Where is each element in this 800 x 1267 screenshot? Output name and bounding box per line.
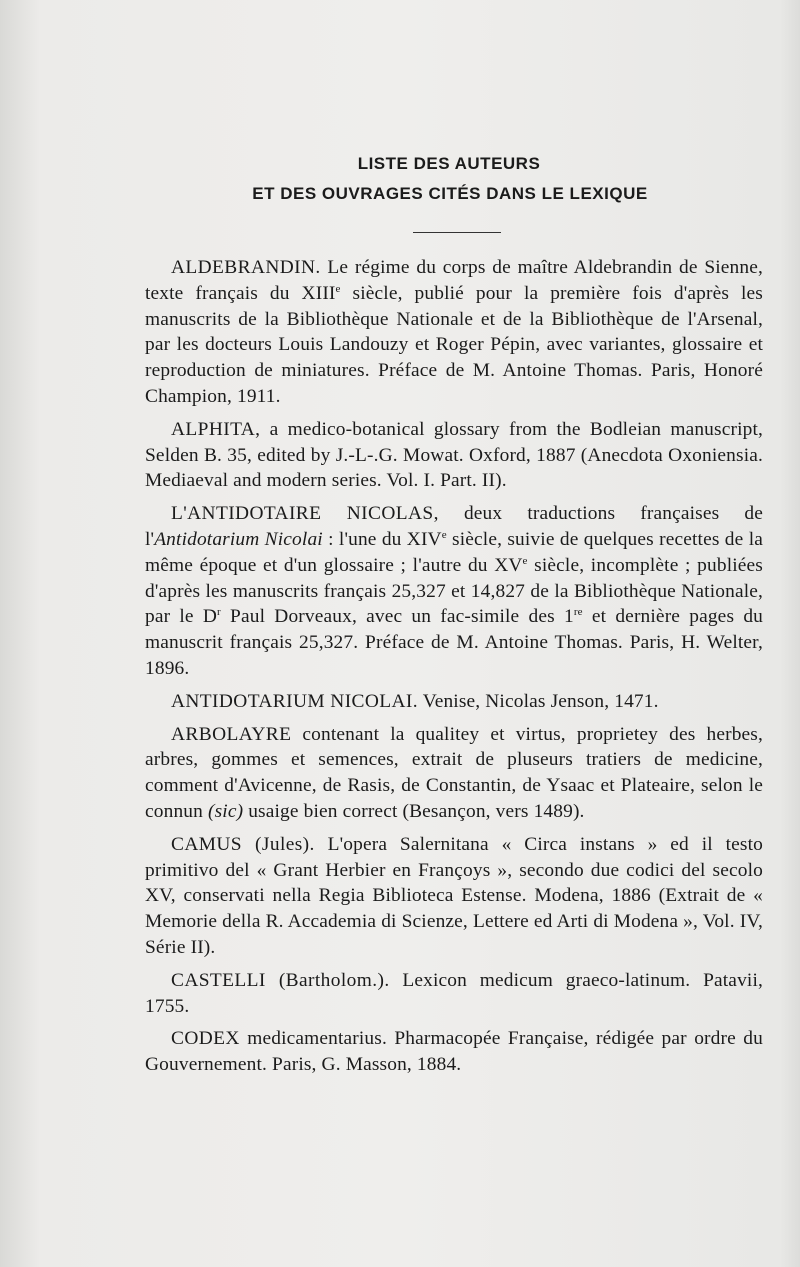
entry-text: siècle, suivie de quelques recettes de la même époque et d'un glossaire ; l'autre du XV xyxy=(145,528,763,576)
entry-text: a medico-botanical glossary from the Bodleian manuscript, Selden B. 35, edited by J.-L-.G. Mowat. Oxford, 1887 (Anecdota Oxoniensia. Mediaeval and modern series. Vol. I. Part. II). xyxy=(145,418,763,492)
bibliography-list xyxy=(145,255,763,1085)
superscript: e xyxy=(441,528,447,541)
entry-italic-note: (sic) xyxy=(207,800,244,822)
entry-text: Le régime du corps de maître Aldebrandin de Sienne, texte français du XIII xyxy=(145,257,763,304)
entry-arbolayre xyxy=(145,722,763,825)
entry-text: Venise, Nicolas Jenson, 1471. xyxy=(418,690,659,712)
entry-castelli xyxy=(145,968,763,1020)
entry-text: siècle, incomplète ; publiées d'après les manuscrits français 25,327 et 14,827 de la Bibliothèque Nationale, par le D xyxy=(145,554,763,628)
superscript: re xyxy=(573,606,583,619)
entry-head: ARBOLAYRE xyxy=(171,723,292,745)
entry-antidotarium-nicolai xyxy=(145,689,763,715)
entry-text: usaige bien correct (Besançon, vers 1489). xyxy=(243,800,585,822)
superscript: e xyxy=(522,554,528,567)
entry-head: ANTIDOTARIUM NICOLAI. xyxy=(171,690,419,712)
section-title-line-2: ET DES OUVRAGES CITÉS DANS LE LEXIQUE xyxy=(252,184,648,203)
entry-camus xyxy=(145,832,763,961)
entry-head: CODEX xyxy=(171,1028,240,1050)
entry-head: CAMUS (Jules). xyxy=(171,833,315,855)
entry-head: L'ANTIDOTAIRE NICOLAS, xyxy=(171,503,439,525)
entry-codex xyxy=(145,1026,763,1078)
entry-head: CASTELLI (Bartholom.). xyxy=(171,969,390,991)
entry-text: contenant la qualitey et virtus, proprietey des herbes, arbres, gommes et semences, extrait de pluseurs tratiers de medicine, comment d'Avicenne, de Rasis, de Constantin, de Ysaac et Plateaire, selon le connun xyxy=(145,723,763,822)
entry-italic-title: Antidotarium Nicolai xyxy=(154,528,323,550)
entry-text: L'opera Salernitana « Circa instans » ed il testo primitivo del « Grant Herbier en Françoys », secondo due codici del secolo XV, conservati nella Regia Biblioteca Estense. Modena, 1886 (Extrait de « Memorie della R. Accademia di Scienze, Lettere ed Arti di Modena », Vol. IV, Série II). xyxy=(145,833,763,958)
entry-text: siècle, publié pour la première fois d'après les manuscrits de la Bibliothèque Nationale et de la Bibliothèque de l'Arsenal, par les docteurs Louis Landouzy et Roger Pépin, avec variantes, glossaire et reproduction de miniatures. Préface de M. Antoine Thomas. Paris, Honoré Champion, 1911. xyxy=(145,282,763,407)
entry-text: Paul Dorveaux, avec un fac-simile des 1 xyxy=(220,606,574,628)
entry-text: medicamentarius. Pharmacopée Française, rédigée par ordre du Gouvernement. Paris, G. Masson, 1884. xyxy=(145,1028,763,1076)
entry-head: ALDEBRANDIN. xyxy=(171,257,321,278)
entry-antidotaire-nicolas xyxy=(145,501,763,682)
entry-text: deux traductions françaises de l' xyxy=(145,503,763,550)
superscript: r xyxy=(217,606,221,619)
entry-aldebrandin xyxy=(145,255,763,410)
entry-alphita xyxy=(145,417,763,494)
entry-text: Lexicon medicum graeco-latinum. Patavii, 1755. xyxy=(145,969,763,1017)
title-divider xyxy=(413,232,501,233)
superscript: e xyxy=(335,282,341,295)
entry-head: ALPHITA, xyxy=(171,418,261,440)
entry-text: et dernière pages du manuscrit français 25,327. Préface de M. Antoine Thomas. Paris, H. Welter, 1896. xyxy=(145,606,764,679)
entry-text: : l'une du XIV xyxy=(322,528,442,550)
section-title-line-1: LISTE DES AUTEURS xyxy=(357,154,541,173)
